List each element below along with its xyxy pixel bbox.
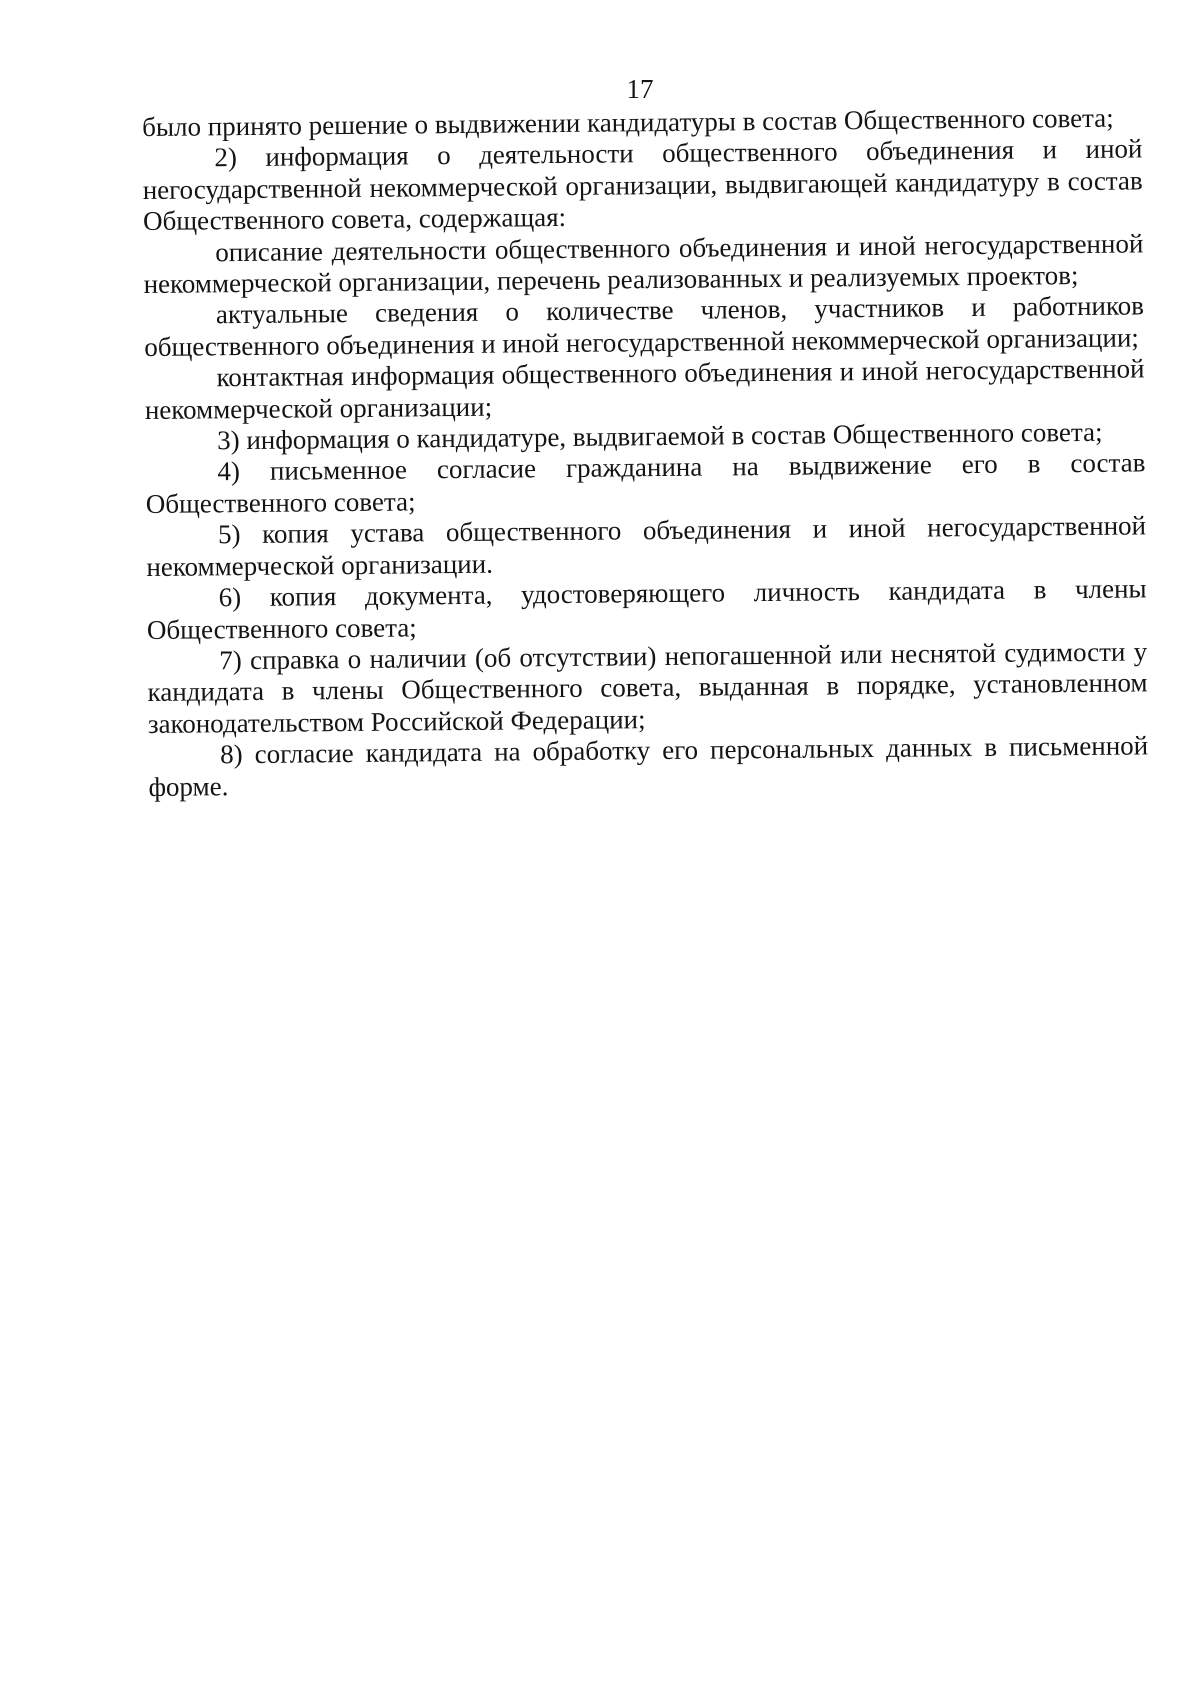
list-item-5: 5) копия устава общественного объединения и иной негосударственной некоммерческой организации.	[146, 510, 1147, 582]
document-body	[142, 102, 1149, 803]
sub-item-member-info: актуальные сведения о количестве членов, участников и работников общественного объединения и иной негосударственной некоммерческой организации;	[144, 290, 1145, 362]
list-item-3: 3) информация о кандидатуре, выдвигаемой в состав Общественного совета;	[217, 416, 1103, 456]
list-item-6: 6) копия документа, удостоверяющего личность кандидата в члены Общественного совета;	[146, 573, 1147, 645]
list-item-4: 4) письменное согласие гражданина на выдвижение его в состав Общественного совета;	[145, 447, 1146, 519]
sub-item-contact-info: контактная информация общественного объединения и иной негосударственной некоммерческой организации;	[144, 353, 1145, 425]
page-number: 17	[626, 74, 654, 104]
list-item-8: 8) согласие кандидата на обработку его персональных данных в письменной форме.	[148, 730, 1149, 802]
sub-item-activity-description: описание деятельности общественного объединения и иной негосударственной некоммерческой организации, перечень реализованных и реализуемых проектов;	[143, 228, 1144, 300]
paragraph-continuation: было принято решение о выдвижении кандидатуры в состав Общественного совета;	[142, 102, 1114, 142]
list-item-7: 7) справка о наличии (об отсутствии) непогашенной или неснятой судимости у кандидата в члены Общественного совета, выданная в порядке, установленном законодательством Российской Федерации;	[147, 636, 1148, 739]
list-item-2: 2) информация о деятельности общественного объединения и иной негосударственной некоммерческой организации, выдвигающей кандидатуру в состав Общественного совета, содержащая:	[142, 133, 1143, 237]
